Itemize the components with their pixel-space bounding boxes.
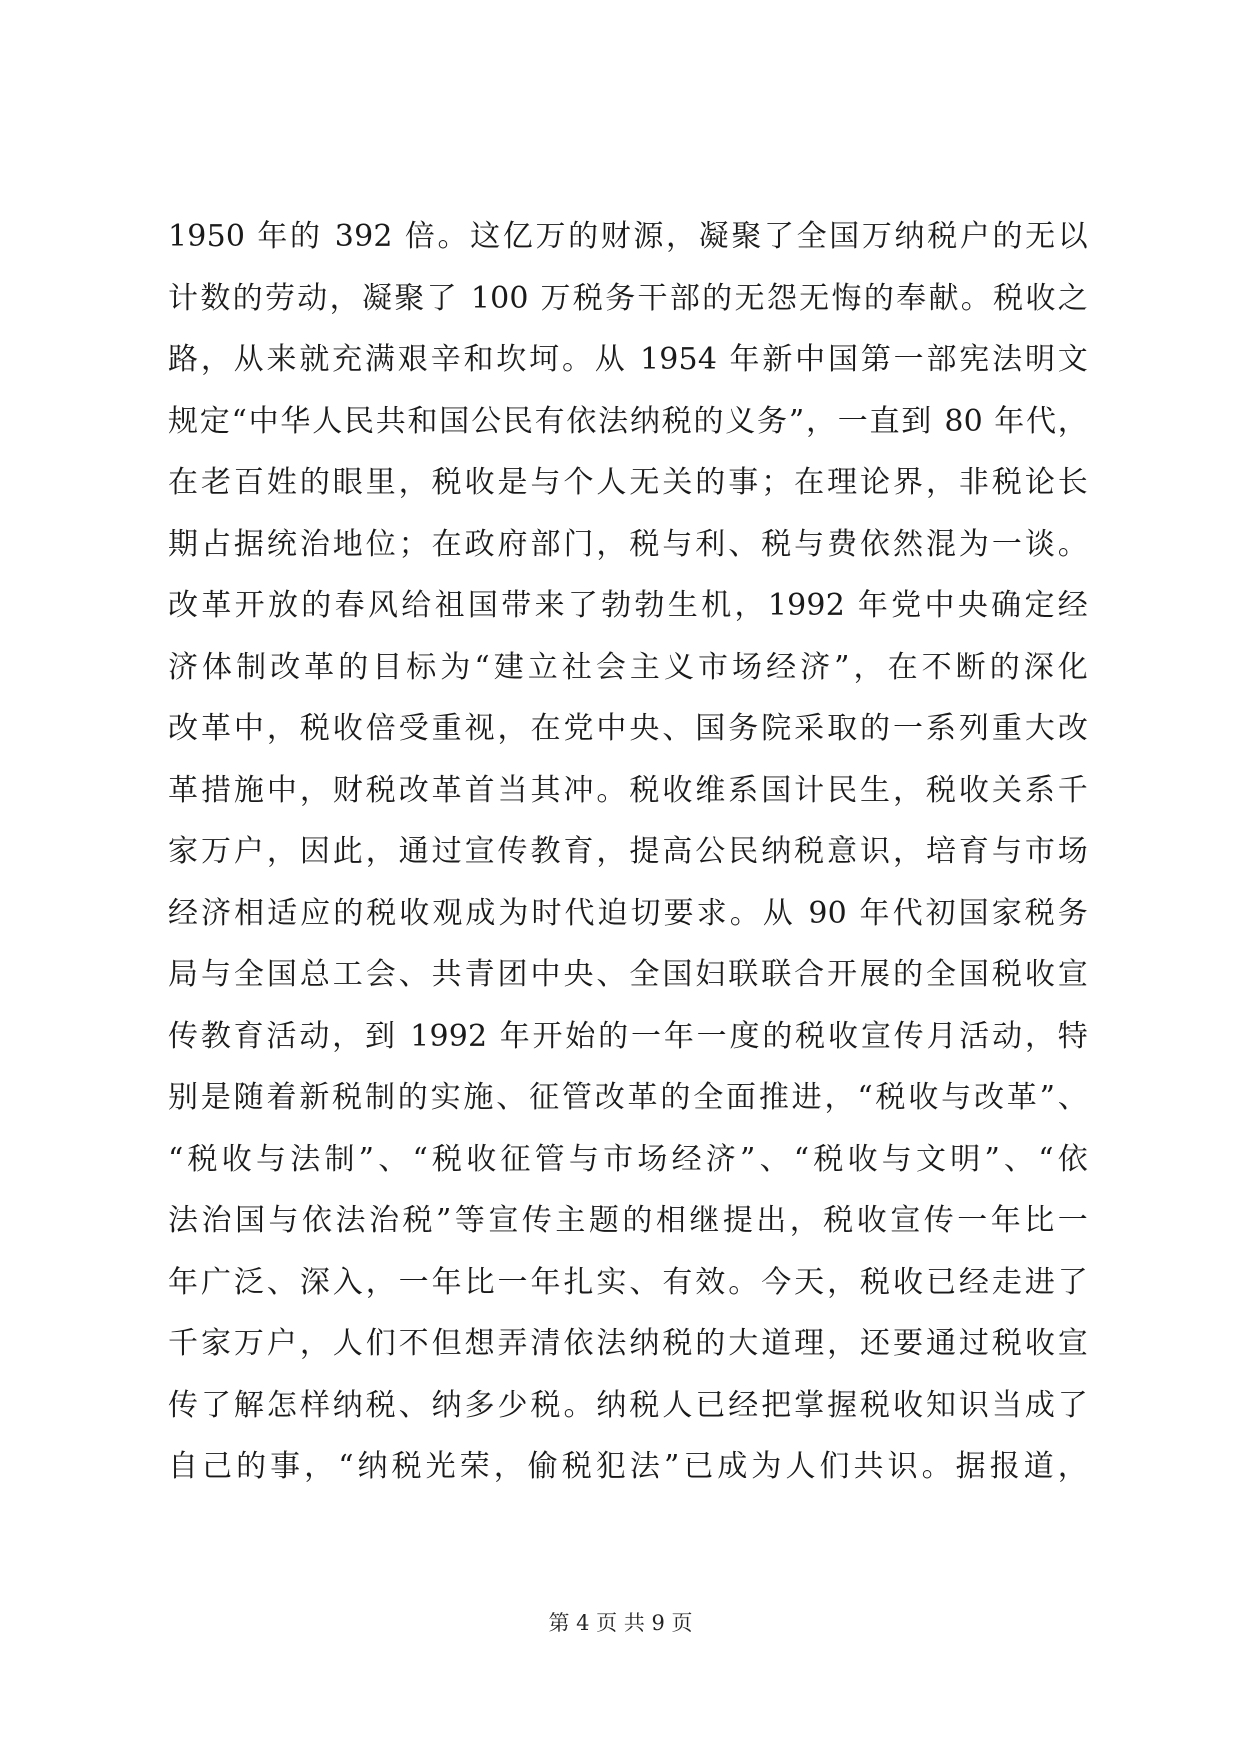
body-paragraph: [168, 206, 1088, 1498]
text-line: 期占据统治地位；在政府部门，税与利、税与费依然混为一谈。: [168, 526, 1088, 562]
text-line: 在老百姓的眼里，税收是与个人无关的事；在理论界，非税论长: [168, 465, 1088, 500]
text-line: 传了解怎样纳税、纳多少税。纳税人已经把掌握税收知识当成了: [168, 1387, 1088, 1423]
text-line: 局与全国总工会、共青团中央、全国妇联联合开展的全国税收宣: [168, 957, 1088, 992]
text-line: 改革中，税收倍受重视，在党中央、国务院采取的一系列重大改: [168, 711, 1088, 746]
text-line: 自己的事，“纳税光荣，偷税犯法”已成为人们共识。据报道，: [168, 1449, 1088, 1484]
text-line: 路，从来就充满艰辛和坎坷。从 1954 年新中国第一部宪法明文: [168, 342, 1088, 377]
text-line: 千家万户，人们不但想弄清依法纳税的大道理，还要通过税收宣: [168, 1326, 1088, 1361]
text-line: 传教育活动，到 1992 年开始的一年一度的税收宣传月活动，特: [168, 1018, 1088, 1054]
text-line: “税收与法制”、“税收征管与市场经济”、“税收与文明”、“依: [168, 1141, 1088, 1177]
text-line: 家万户，因此，通过宣传教育，提高公民纳税意识，培育与市场: [168, 834, 1088, 869]
text-line: 年广泛、深入，一年比一年扎实、有效。今天，税收已经走进了: [168, 1264, 1088, 1300]
text-line: 济体制改革的目标为“建立社会主义市场经济”，在不断的深化: [168, 649, 1088, 685]
text-line: 革措施中，财税改革首当其冲。税收维系国计民生，税收关系千: [168, 772, 1088, 808]
text-line: 1950 年的 392 倍。这亿万的财源，凝聚了全国万纳税户的无以: [168, 219, 1088, 254]
text-line: 法治国与依法治税”等宣传主题的相继提出，税收宣传一年比一: [168, 1203, 1088, 1238]
text-line: 改革开放的春风给祖国带来了勃勃生机，1992 年党中央确定经: [168, 588, 1088, 623]
text-line: 经济相适应的税收观成为时代迫切要求。从 90 年代初国家税务: [168, 895, 1088, 931]
text-line: 计数的劳动，凝聚了 100 万税务干部的无怨无悔的奉献。税收之: [168, 280, 1088, 316]
text-line: 别是随着新税制的实施、征管改革的全面推进，“税收与改革”、: [168, 1080, 1088, 1115]
page-number-footer: 第 4 页 共 9 页: [548, 1611, 693, 1635]
text-line: 规定“中华人民共和国公民有依法纳税的义务”，一直到 80 年代，: [168, 403, 1088, 439]
